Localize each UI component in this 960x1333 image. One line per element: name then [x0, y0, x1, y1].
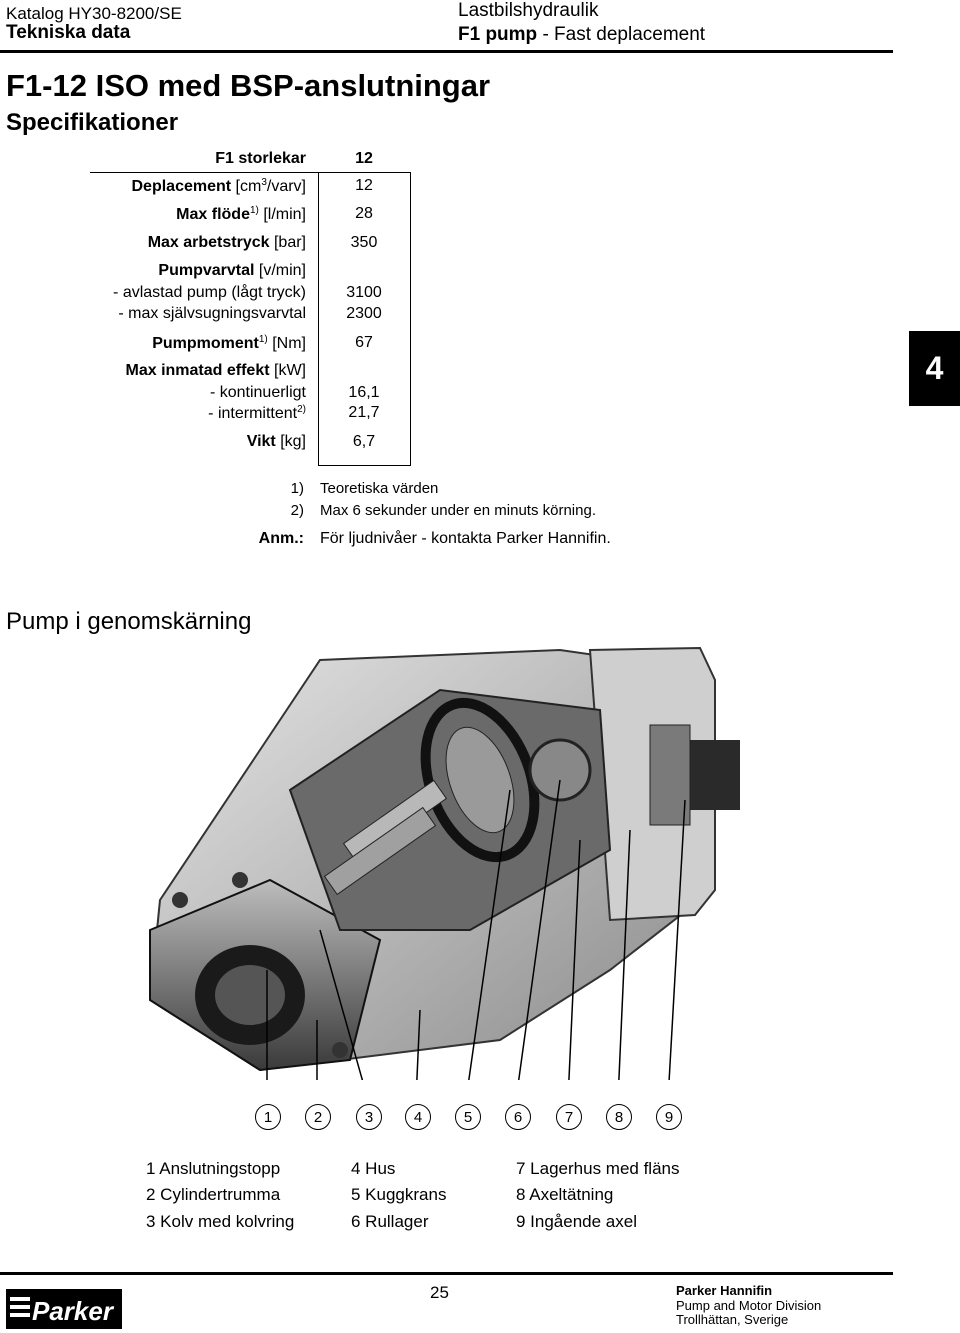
spec-head-label: F1 storlekar	[215, 150, 306, 167]
chapter-tab: 4	[909, 331, 960, 406]
note-text: Teoretiska värden	[320, 480, 439, 497]
legend-item: 5 Kuggkrans	[351, 1185, 447, 1204]
callout-4: 4	[405, 1104, 431, 1130]
spec-unit: [v/min]	[254, 262, 306, 279]
callout-9: 9	[656, 1104, 682, 1130]
spec-row-value: 3100	[346, 284, 382, 301]
section-title-cutaway: Pump i genomskärning	[6, 608, 252, 635]
callout-2: 2	[305, 1104, 331, 1130]
spec-param-name: Deplacement	[131, 178, 232, 195]
spec-footnote-ref: 1)	[258, 334, 268, 345]
spec-param-name: Max inmatad effekt	[125, 362, 270, 379]
spec-row-label	[126, 362, 306, 380]
parker-logo	[6, 1289, 122, 1329]
spec-head-value: 12	[355, 150, 373, 167]
callout-8: 8	[606, 1104, 632, 1130]
spec-param-name: Pumpmoment	[152, 335, 259, 352]
spec-row-label	[176, 205, 306, 224]
product-name: F1 pump	[458, 24, 538, 45]
spec-unit: [kW]	[269, 362, 306, 379]
legend-item: 8 Axeltätning	[516, 1185, 614, 1204]
legend-item: 9 Ingående axel	[516, 1212, 637, 1231]
callout-3: 3	[356, 1104, 382, 1130]
spec-divider	[90, 172, 322, 173]
location: Trollhättan, Sverige	[676, 1312, 789, 1327]
spec-row-value: 28	[355, 205, 373, 222]
legend-item: 3 Kolv med kolvring	[146, 1212, 295, 1231]
note-text: För ljudnivåer - kontakta Parker Hannifin.	[320, 530, 611, 547]
spec-row-value: 67	[355, 334, 373, 351]
spec-param-name: - kontinuerligt	[209, 384, 306, 401]
spec-param-name: Max arbetstryck	[147, 234, 270, 251]
spec-row-value: 16,1	[348, 384, 380, 401]
spec-param-name: - avlastad pump (lågt tryck)	[113, 284, 306, 301]
product-type: - Fast deplacement	[537, 24, 706, 45]
spec-row-label	[148, 234, 306, 252]
category-label: Lastbilshydraulik	[458, 0, 599, 21]
company-name: Parker Hannifin	[676, 1283, 773, 1298]
spec-param-name: Vikt	[246, 433, 276, 450]
spec-row-value: 6,7	[352, 433, 376, 450]
legend-item: 6 Rullager	[351, 1212, 429, 1231]
spec-row-value: 21,7	[348, 404, 380, 421]
callout-1: 1	[255, 1104, 281, 1130]
spec-unit: [bar]	[269, 234, 306, 251]
legend-item: 4 Hus	[351, 1159, 396, 1178]
spec-param-name: - max självsugningsvarvtal	[118, 305, 306, 322]
callout-5: 5	[455, 1104, 481, 1130]
callout-6: 6	[505, 1104, 531, 1130]
product-label	[458, 24, 705, 46]
note-text: Max 6 sekunder under en minuts körning.	[320, 502, 596, 519]
section-label: Tekniska data	[6, 22, 131, 43]
header-rule	[0, 50, 893, 53]
callout-7: 7	[556, 1104, 582, 1130]
page-number: 25	[430, 1283, 449, 1302]
spec-footnote-ref: 2)	[297, 404, 306, 415]
spec-row-label	[132, 177, 307, 196]
legend-item: 7 Lagerhus med fläns	[516, 1159, 680, 1178]
spec-unit: [kg]	[275, 433, 306, 450]
note-key: 1)	[290, 480, 304, 497]
spec-footnote-ref: 3	[261, 177, 267, 188]
spec-row-label	[118, 305, 306, 323]
spec-row-value: 350	[350, 234, 378, 251]
spec-row-label	[247, 433, 306, 451]
footer-rule	[0, 1272, 893, 1275]
spec-param-name: - intermittent	[208, 405, 298, 422]
spec-footnote-ref: 1)	[249, 205, 259, 216]
spec-row-label	[152, 334, 306, 353]
page-title: F1-12 ISO med BSP-anslutningar	[6, 68, 491, 103]
spec-row-label	[113, 284, 306, 302]
note-key: 2)	[290, 502, 304, 519]
spec-row-label	[208, 404, 306, 423]
note-key: Anm.:	[258, 530, 304, 547]
catalog-number: Katalog HY30-8200/SE	[6, 4, 182, 23]
spec-unit: [l/min]	[258, 206, 306, 223]
division-name: Pump and Motor Division	[676, 1298, 822, 1313]
spec-param-name: Max flöde	[176, 206, 250, 223]
spec-unit: [Nm]	[267, 335, 306, 352]
spec-unit: /varv]	[266, 178, 306, 195]
spec-row-value: 12	[355, 177, 373, 194]
legend-item: 2 Cylindertrumma	[146, 1185, 281, 1204]
page-subtitle: Specifikationer	[6, 109, 179, 136]
spec-row-label	[210, 384, 306, 402]
spec-unit: [cm	[231, 178, 262, 195]
spec-param-name: Pumpvarvtal	[158, 262, 255, 279]
legend-item: 1 Anslutningstopp	[146, 1159, 281, 1178]
svg-text:Parker: Parker	[32, 1296, 113, 1326]
spec-row-value: 2300	[346, 305, 382, 322]
pump-cutaway-image	[140, 640, 750, 1080]
spec-row-label	[158, 262, 306, 280]
